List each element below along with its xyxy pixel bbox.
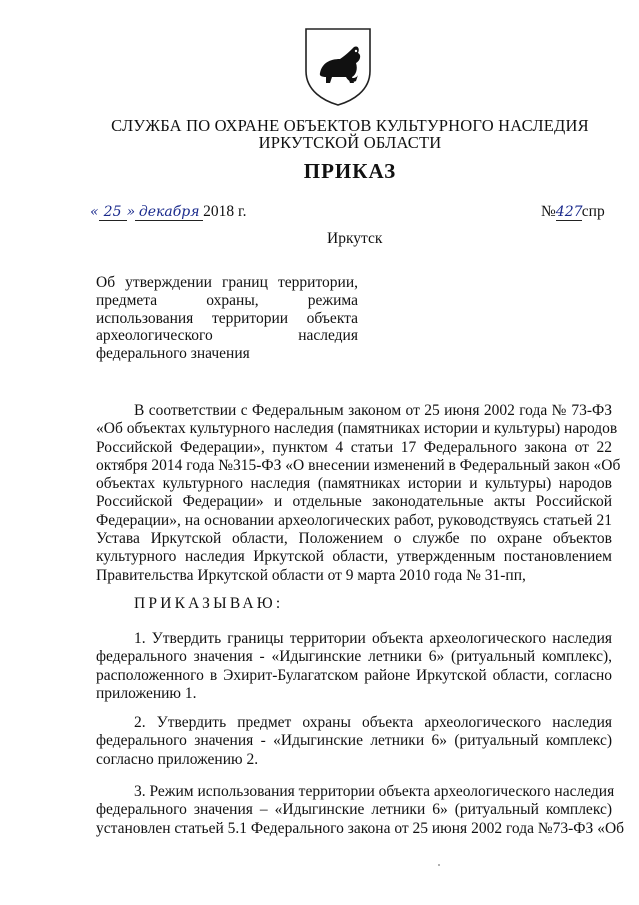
date-quote-open: « <box>90 204 99 220</box>
paragraph-line: 2. Утвердить предмет охраны объекта археологического наследия <box>134 714 612 731</box>
paragraph-line: 3. Режим использования территории объекта археологического наследия <box>134 783 615 800</box>
paragraph-line: культурного наследия Иркутской области, утвержденным постановлением <box>96 548 612 566</box>
city-name: Иркутск <box>327 230 383 247</box>
order-subject <box>96 274 358 363</box>
paragraph-line: расположенного в Эхирит-Булагатском районе Иркутской области, согласно <box>96 666 612 684</box>
paragraph-line: 1. Утвердить границы территории объекта археологического наследия <box>134 630 612 647</box>
paragraph-line: Правительства Иркутской области от 9 марта 2010 года № 31-пп, <box>96 566 526 584</box>
paragraph-line: октября 2014 года №315-ФЗ «О внесении изменений в Федеральный закон «Об <box>96 456 621 474</box>
scan-speck <box>438 864 440 866</box>
date-year: 2018 г. <box>203 203 247 220</box>
document-type-title: ПРИКАЗ <box>303 159 397 183</box>
paragraph-line: установлен статьей 5.1 Федерального закона от 25 июня 2002 года №73-ФЗ «Об <box>96 819 625 837</box>
order-item-2 <box>96 714 612 769</box>
order-item-1 <box>96 630 612 703</box>
subject-line: Об утверждении границ территории, <box>96 274 358 291</box>
preamble-paragraph <box>96 402 621 585</box>
date-day: 25 <box>99 204 127 221</box>
number-suffix: спр <box>581 203 605 220</box>
order-item-3 <box>96 783 625 838</box>
order-number <box>541 203 605 221</box>
subject-line: федерального значения <box>96 345 250 363</box>
paragraph-line: «Об объектах культурного наследия (памятниках истории и культуры) народов <box>96 420 618 438</box>
paragraph-line: федерального значения - «Идыгинские летники 6» (ритуальный комплекс) <box>96 732 612 750</box>
paragraph-line: В соответствии с Федеральным законом от 25 июня 2002 года № 73-ФЗ <box>134 402 612 419</box>
paragraph-line: федерального значения – «Идыгинские летники 6» (ритуальный комплекс) <box>96 801 612 819</box>
date-month: декабря <box>135 204 203 221</box>
paragraph-line: Федерации», на основании археологических работ, руководствуясь статьей 21 <box>96 511 612 529</box>
subject-line: использования территории объекта <box>96 309 358 327</box>
date-quote-close: » <box>126 204 136 220</box>
paragraph-line: объектах культурного наследия (памятниках истории и культуры) народов <box>96 475 612 493</box>
organization-name-line1: СЛУЖБА ПО ОХРАНЕ ОБЪЕКТОВ КУЛЬТУРНОГО НАСЛЕДИЯ <box>111 116 589 135</box>
paragraph-line: приложению 1. <box>96 684 197 702</box>
organization-name-line2: ИРКУТСКОЙ ОБЛАСТИ <box>258 133 442 152</box>
order-date <box>90 203 247 221</box>
subject-line: предмета охраны, режима <box>96 291 358 309</box>
coat-of-arms-icon <box>302 25 374 107</box>
orders-heading: ПРИКАЗЫВАЮ: <box>134 595 284 612</box>
paragraph-line: федерального значения - «Идыгинские летники 6» (ритуальный комплекс), <box>96 648 612 666</box>
paragraph-line: Устава Иркутской области, Положением о службе по охране объектов <box>96 530 612 548</box>
paragraph-line: Российской Федерации» и отдельные законодательные акты Российской <box>96 493 612 511</box>
number-prefix: № <box>541 203 556 220</box>
subject-line: археологического наследия <box>96 327 358 345</box>
paragraph-line: Российской Федерации», пунктом 4 статьи 17 Федерального закона от 22 <box>96 438 612 456</box>
number-value: 427 <box>555 204 583 220</box>
paragraph-line: согласно приложению 2. <box>96 750 259 768</box>
